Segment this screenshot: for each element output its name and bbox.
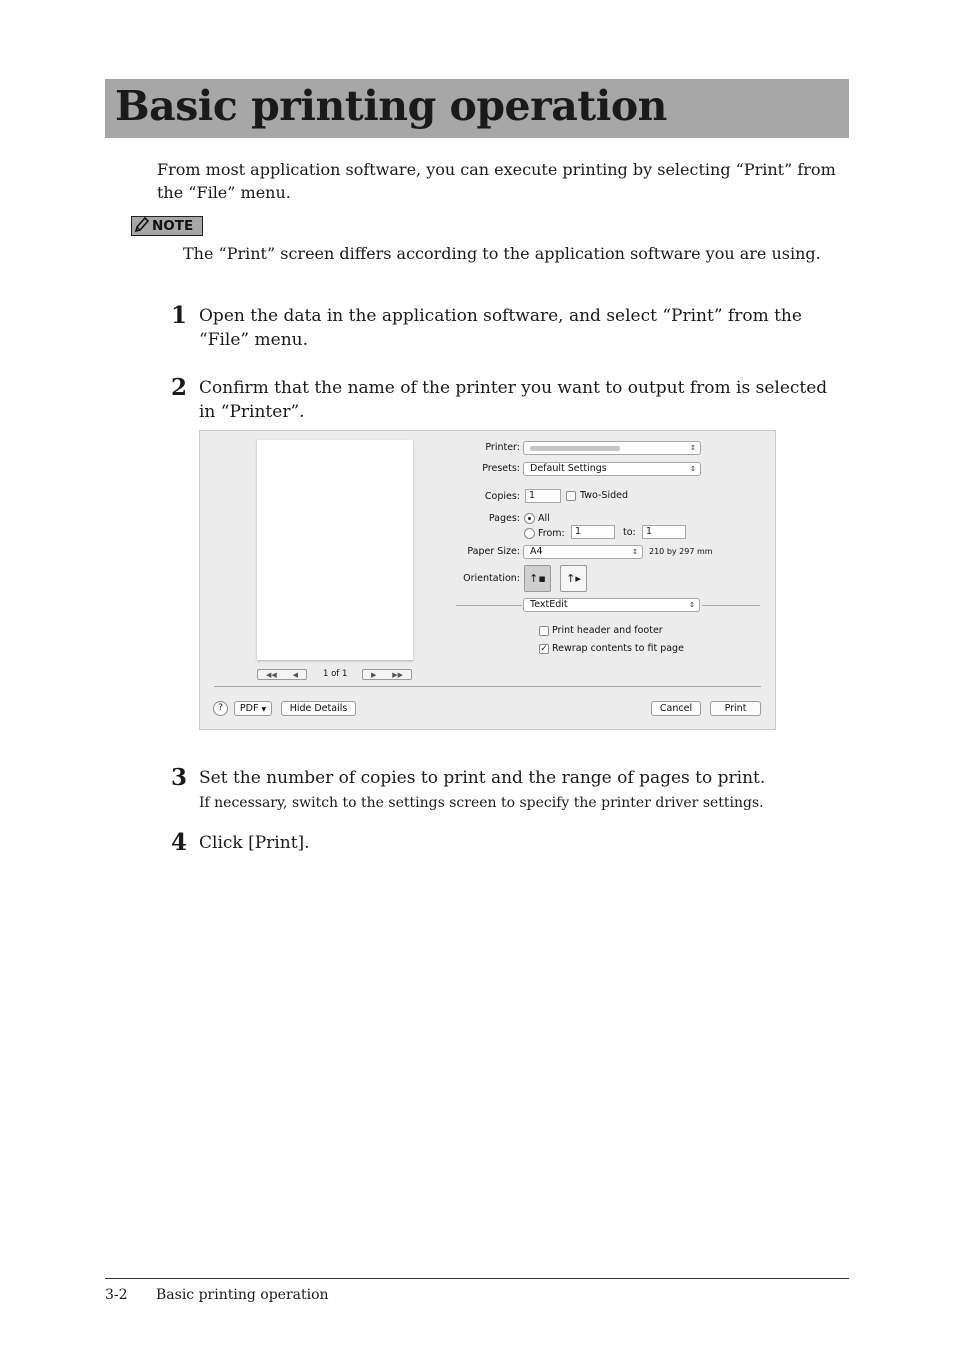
- rewrap-checkbox[interactable]: ✓: [540, 644, 548, 654]
- preview-back-buttons[interactable]: [257, 669, 307, 680]
- step-number: 3: [171, 764, 188, 791]
- cancel-button[interactable]: Cancel: [651, 701, 701, 716]
- step-number: 1: [171, 302, 188, 329]
- divider-right: [702, 605, 760, 606]
- two-sided-label: Two-Sided: [580, 490, 628, 501]
- landscape-orientation-button[interactable]: [560, 565, 587, 592]
- presets-select[interactable]: [523, 462, 701, 476]
- pages-from-input[interactable]: 1: [571, 525, 615, 539]
- note-label: NOTE: [152, 218, 194, 234]
- portrait-icon: ↑▪: [529, 572, 546, 585]
- pencil-icon: [132, 217, 152, 236]
- page-title: Basic printing operation: [115, 82, 667, 130]
- help-button[interactable]: ?: [213, 701, 228, 716]
- print-button[interactable]: Print: [710, 701, 761, 716]
- print-header-checkbox[interactable]: [539, 626, 549, 636]
- pages-all-label: All: [538, 513, 550, 524]
- portrait-orientation-button[interactable]: [524, 565, 551, 592]
- chevron-updown-icon: ↕: [690, 444, 696, 452]
- pdf-label: PDF: [239, 703, 259, 714]
- chevron-updown-icon: ↕: [690, 465, 696, 473]
- pages-all-radio[interactable]: [524, 513, 535, 524]
- triangle-down-icon: ▼: [261, 706, 267, 713]
- paper-size-dims: 210 by 297 mm: [649, 547, 713, 556]
- bottom-divider: [214, 686, 761, 687]
- page-preview: [257, 440, 413, 660]
- print-dialog: [199, 430, 776, 730]
- step-text: Open the data in the application software, and select “Print” from the “File” menu.: [199, 306, 802, 350]
- paper-size-value: A4: [530, 546, 543, 557]
- prev-page-icon[interactable]: ◀: [292, 670, 299, 679]
- pages-from-label: From:: [538, 528, 565, 539]
- footer-page-number: 3-2: [105, 1287, 128, 1303]
- intro-paragraph: From most application software, you can execute printing by selecting “Print” from the “File” menu.: [157, 160, 836, 202]
- rewrap-label: Rewrap contents to fit page: [552, 643, 684, 654]
- print-header-label: Print header and footer: [552, 625, 663, 636]
- note-text: The “Print” screen differs according to the application software you are using.: [183, 244, 821, 263]
- pages-to-label: to:: [623, 527, 636, 538]
- hide-details-button[interactable]: Hide Details: [281, 701, 356, 716]
- paper-size-label: Paper Size:: [467, 546, 520, 557]
- printer-label: Printer:: [485, 442, 520, 453]
- footer-section-title: Basic printing operation: [156, 1287, 329, 1303]
- printer-select[interactable]: [523, 441, 701, 455]
- divider-left: [456, 605, 522, 606]
- pdf-menu-button[interactable]: [234, 701, 272, 716]
- presets-label: Presets:: [482, 463, 520, 474]
- two-sided-checkbox[interactable]: [566, 491, 576, 501]
- pages-label: Pages:: [488, 513, 520, 524]
- step-text: Set the number of copies to print and the range of pages to print.: [199, 768, 766, 788]
- step-number: 2: [171, 374, 188, 401]
- pages-from-radio[interactable]: [524, 528, 535, 539]
- app-options-select[interactable]: [523, 598, 700, 612]
- next-page-icon[interactable]: ▶: [370, 670, 377, 679]
- orientation-label: Orientation:: [463, 573, 520, 584]
- chevron-updown-icon: ↕: [689, 601, 695, 609]
- copies-input[interactable]: 1: [525, 489, 561, 503]
- footer-rule: [105, 1278, 849, 1279]
- chevron-updown-icon: ↕: [632, 548, 638, 556]
- landscape-icon: ↑▸: [566, 572, 581, 585]
- step-subtext: If necessary, switch to the settings screen to specify the printer driver settings.: [199, 795, 764, 811]
- app-options-value: TextEdit: [530, 599, 568, 610]
- page-counter: 1 of 1: [323, 669, 348, 679]
- copies-label: Copies:: [484, 491, 520, 502]
- presets-value: Default Settings: [530, 463, 607, 474]
- pages-to-input[interactable]: 1: [642, 525, 686, 539]
- first-page-icon[interactable]: ◀◀: [265, 670, 277, 679]
- note-badge: [131, 216, 203, 236]
- step-text: Confirm that the name of the printer you want to output from is selected in “Printer”.: [199, 378, 828, 422]
- printer-name-blurred: [530, 446, 620, 451]
- last-page-icon[interactable]: ▶▶: [392, 670, 404, 679]
- step-number: 4: [171, 829, 188, 856]
- paper-size-select[interactable]: [523, 545, 643, 559]
- step-text: Click [Print].: [199, 833, 310, 853]
- preview-forward-buttons[interactable]: [362, 669, 412, 680]
